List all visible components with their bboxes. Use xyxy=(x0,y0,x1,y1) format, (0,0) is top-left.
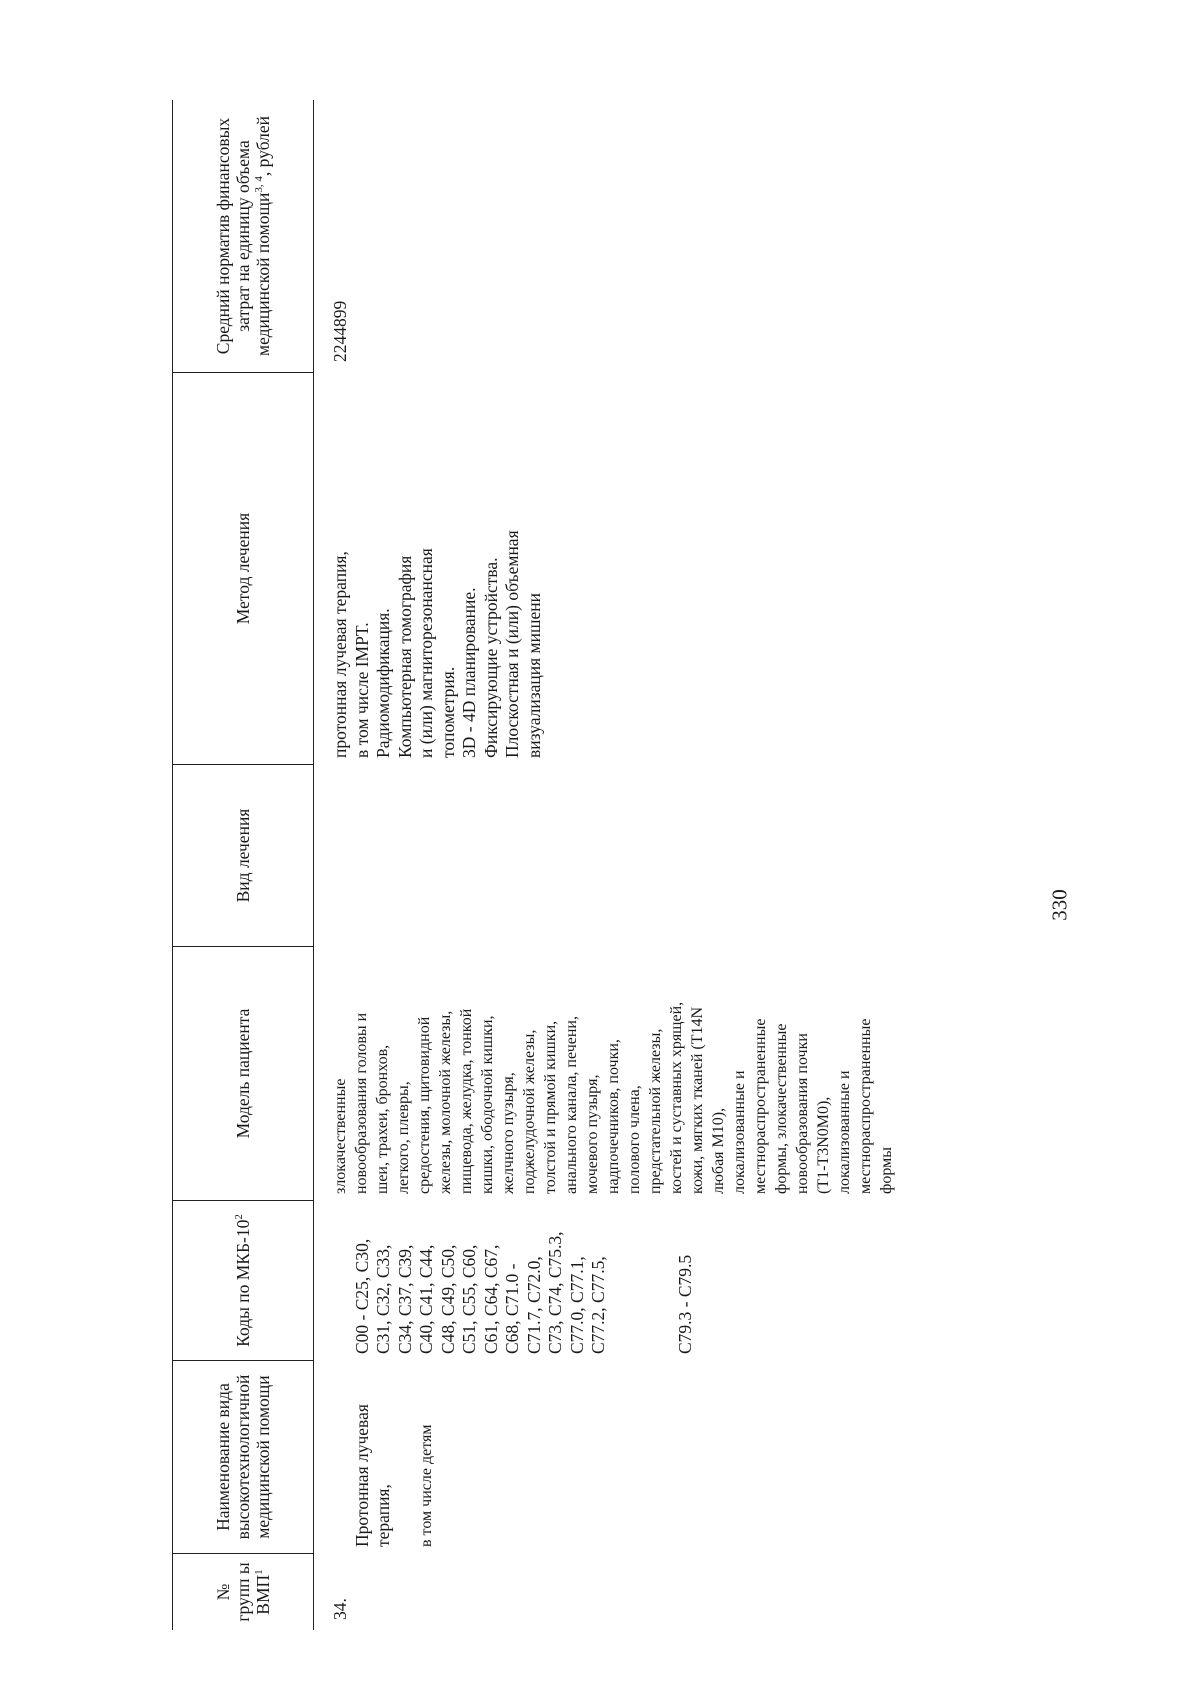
header-treatment-type: Вид лечения xyxy=(173,764,313,946)
medical-care-table xyxy=(172,100,1112,1630)
page-number: 330 xyxy=(1047,889,1072,921)
row-care-name xyxy=(324,1360,1084,1553)
row-treatment-method: протонная лучевая терапия, в том числе IMPT. Радиомодификация. Компьютерная томография и (или) магниторезонансная топометрия. 3D - 4D планирование. Фиксирующие устройства. Плоскостная и (или) объемная визуализация мишени xyxy=(330,530,544,758)
row-care-name-main: Протонная лучевая терапия, xyxy=(351,1404,393,1547)
row-average-cost: 2244899 xyxy=(330,300,350,362)
row-care-name-sub: в том числе детям xyxy=(418,1424,435,1547)
header-group-number: № групп ы ВМП$^1$ xyxy=(173,1553,313,1630)
header-treatment-method: Метод лечения xyxy=(173,372,313,764)
header-icd-codes: Коды по МКБ-$10^2$ xyxy=(173,1200,313,1360)
table-header xyxy=(172,100,314,1630)
row-icd-codes-extra: C79.3 - C79.5 xyxy=(674,1254,695,1354)
header-patient-model: Модель пациента xyxy=(173,946,313,1200)
header-average-cost: Средний норматив финансовых затрат на единицу объема медицинской помощи$^{3, 4}$, рублей xyxy=(213,116,273,356)
row-icd-codes-main: C00 - C25, C30, C31, C32, C33, C34, C37, C39, C40, C41, C44, C48, C49, C50, C51, C55, C60, C61, C64, C67, C68, C71.0 - C71.7, C72.0, C73, C74, C75.3, C77.0, C77.1, C77.2, C77.5, xyxy=(351,1231,608,1354)
row-icd-codes xyxy=(324,1200,1084,1360)
row-group-number: 34. xyxy=(330,1598,350,1620)
header-care-name: Наименование вида высокотехнологичной медицинской помощи xyxy=(173,1360,313,1553)
table-row xyxy=(324,100,1084,1630)
row-treatment-type xyxy=(324,764,1084,946)
row-patient-model: злокачественные новообразования головы и шеи, трахеи, бронхов, легкого, плевры, средостения, щитовидной железы, молочной железы, пищевода, желудка, тонкой кишки, ободочной кишки, желчного пузыря, поджелудочной железы, толстой и прямой кишки, анального канала, печени, мочевого пузыря, надпочечников, почки, полового члена, предстательной железы, костей и суставных хрящей, кожи, мягких тканей (T14N любая M10), локализованные и местнораспространенные формы, злокачественные новообразования почки (T1-T3N0M0), локализованные и местнораспространенные формы xyxy=(332,1001,895,1194)
